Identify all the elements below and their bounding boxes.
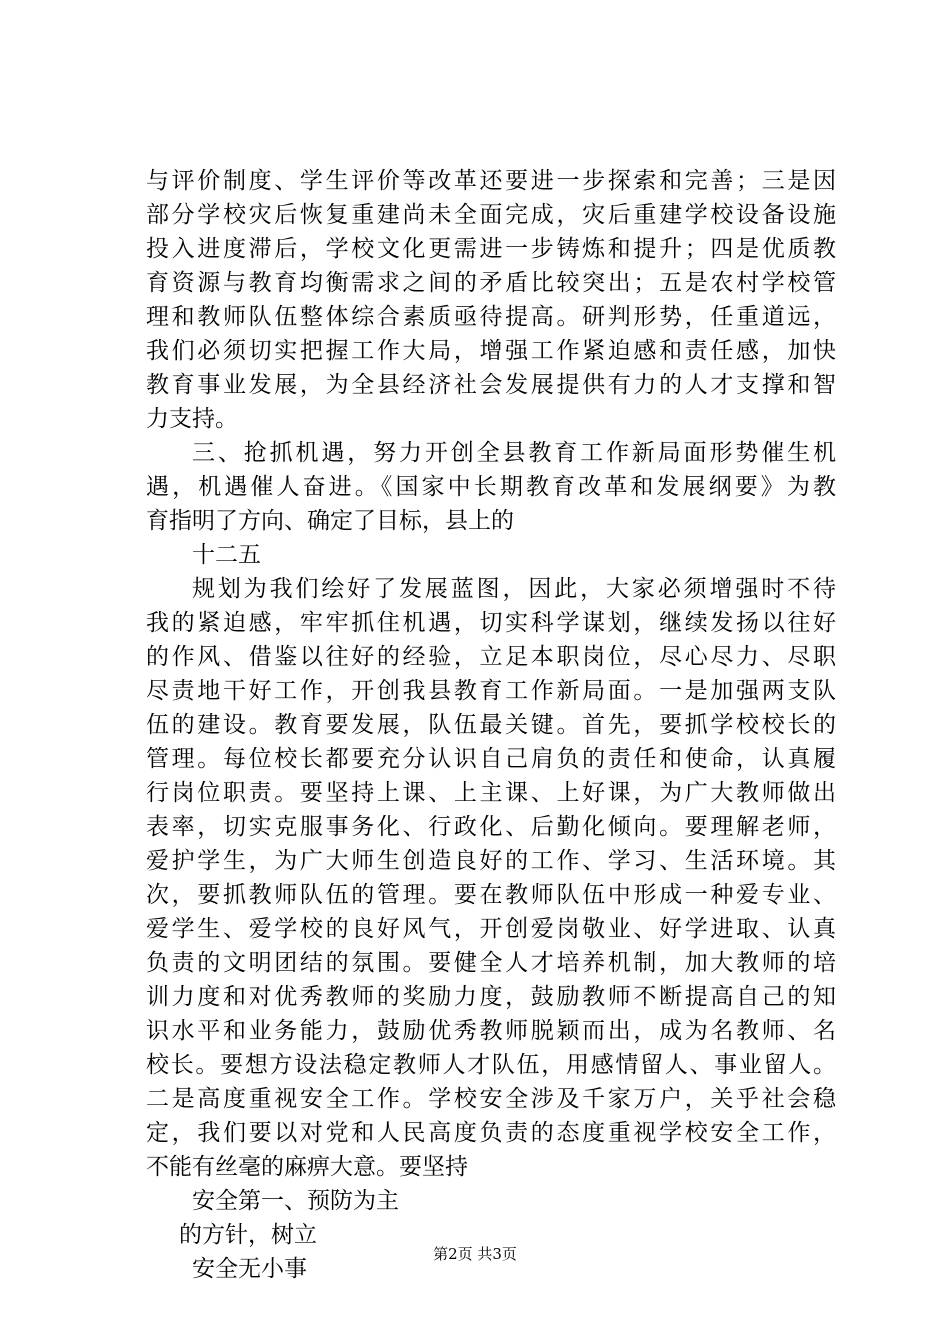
text-line: 定，我们要以对党和人民高度负责的态度重视学校安全工作， xyxy=(146,1120,836,1146)
text-line: 我的紧迫感，牢牢抓住机遇，切实科学谋划，继续发扬以往好 xyxy=(146,610,836,636)
text-line: 育指明了方向、确定了目标，县上的 xyxy=(146,508,514,534)
section-heading-line: 三、抢抓机遇，努力开创全县教育工作新局面形势催生机 xyxy=(192,440,836,466)
page-number: 第2页 共3页 xyxy=(433,1245,517,1263)
text-line: 校长。要想方设法稳定教师人才队伍，用感情留人、事业留人。 xyxy=(146,1052,836,1078)
text-line: 安全无小事 xyxy=(192,1256,307,1282)
text-line: 识水平和业务能力，鼓励优秀教师脱颖而出，成为名教师、名 xyxy=(146,1018,836,1044)
text-line: 力支持。 xyxy=(146,406,238,432)
text-line: 部分学校灾后恢复重建尚未全面完成，灾后重建学校设备设施 xyxy=(146,202,836,228)
text-line: 育资源与教育均衡需求之间的矛盾比较突出；五是农村学校管 xyxy=(146,270,836,296)
text-line: 不能有丝毫的麻痹大意。要坚持 xyxy=(146,1154,468,1180)
text-line: 次，要抓教师队伍的管理。要在教师队伍中形成一种爱专业、 xyxy=(146,882,836,908)
text-line: 理和教师队伍整体综合素质亟待提高。研判形势，任重道远， xyxy=(146,304,836,330)
page-footer xyxy=(0,1244,950,1264)
text-line: 的作风、借鉴以往好的经验，立足本职岗位，尽心尽力、尽职 xyxy=(146,644,836,670)
text-line: 表率，切实克服事务化、行政化、后勤化倾向。要理解老师， xyxy=(146,814,836,840)
text-line: 尽责地干好工作，开创我县教育工作新局面。一是加强两支队 xyxy=(146,678,836,704)
text-line: 规划为我们绘好了发展蓝图，因此，大家必须增强时不待 xyxy=(192,576,836,602)
text-line: 投入进度滞后，学校文化更需进一步铸炼和提升；四是优质教 xyxy=(146,236,836,262)
text-line: 我们必须切实把握工作大局，增强工作紧迫感和责任感，加快 xyxy=(146,338,836,364)
text-line: 伍的建设。教育要发展，队伍最关键。首先，要抓学校校长的 xyxy=(146,712,836,738)
text-line: 爱护学生，为广大师生创造良好的工作、学习、生活环境。其 xyxy=(146,848,836,874)
text-line: 训力度和对优秀教师的奖励力度，鼓励教师不断提高自己的知 xyxy=(146,984,836,1010)
text-line: 爱学生、爱学校的良好风气，开创爱岗敬业、好学进取、认真 xyxy=(146,916,836,942)
text-line: 的方针，树立 xyxy=(179,1222,317,1248)
text-line: 与评价制度、学生评价等改革还要进一步探索和完善；三是因 xyxy=(146,168,836,194)
text-line: 管理。每位校长都要充分认识自己肩负的责任和使命，认真履 xyxy=(146,746,836,772)
text-line: 遇，机遇催人奋进。《国家中长期教育改革和发展纲要》为教 xyxy=(146,474,836,500)
text-line: 负责的文明团结的氛围。要健全人才培养机制，加大教师的培 xyxy=(146,950,836,976)
text-line: 十二五 xyxy=(192,542,261,568)
text-line: 二是高度重视安全工作。学校安全涉及千家万户，关乎社会稳 xyxy=(146,1086,836,1112)
body-text xyxy=(146,164,836,1286)
text-line: 行岗位职责。要坚持上课、上主课、上好课，为广大教师做出 xyxy=(146,780,836,806)
text-line: 安全第一、预防为主 xyxy=(192,1188,399,1214)
text-line: 教育事业发展，为全县经济社会发展提供有力的人才支撑和智 xyxy=(146,372,836,398)
